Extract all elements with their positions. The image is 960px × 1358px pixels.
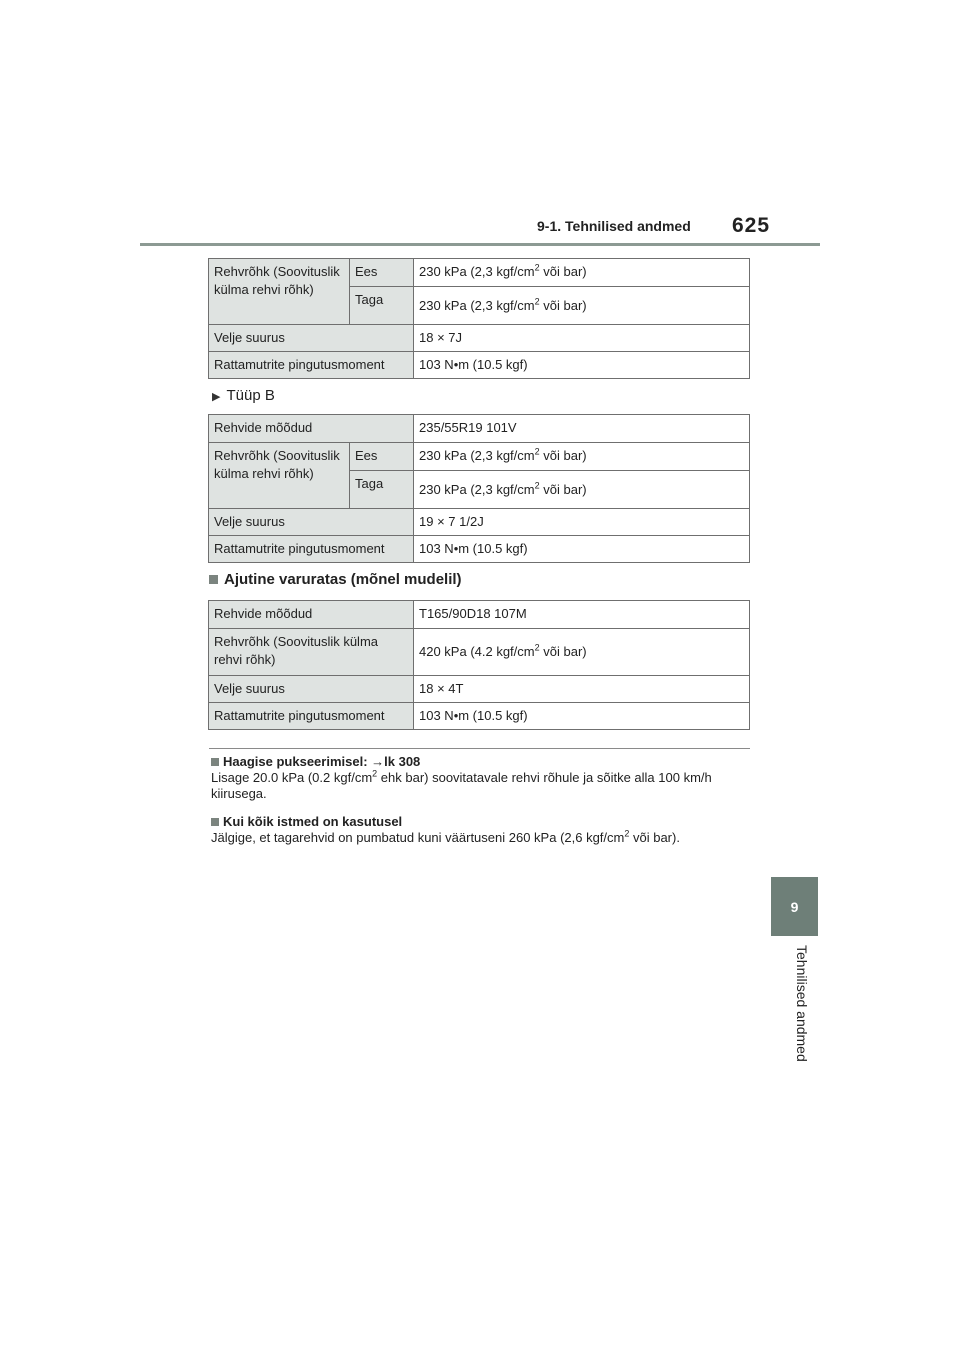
chapter-tab-label: Tehnilised andmed bbox=[794, 945, 810, 1062]
triangle-bullet-icon: ▶ bbox=[212, 391, 221, 403]
note-title: Kui kõik istmed on kasutusel bbox=[211, 814, 751, 830]
table-key: Rattamutrite pingutusmoment bbox=[209, 536, 414, 563]
square-bullet-icon bbox=[211, 758, 219, 766]
table-key: Rehvide mõõdud bbox=[209, 415, 414, 443]
spec-table-spare bbox=[208, 600, 750, 730]
spec-table-b bbox=[208, 414, 750, 563]
table-key: Rehvrõhk (Soovituslik külma rehvi rõhk) bbox=[209, 629, 414, 676]
note-towing bbox=[211, 754, 751, 802]
note-all-seats bbox=[211, 814, 751, 846]
table-key: Rattamutrite pingutusmoment bbox=[209, 703, 414, 730]
page-number: 625 bbox=[732, 214, 771, 237]
table-value: 19 × 7 1/2J bbox=[414, 509, 750, 536]
notes-divider bbox=[209, 748, 750, 749]
section-heading-spare: Ajutine varuratas (mõnel mudelil) bbox=[209, 571, 462, 588]
table-row bbox=[209, 443, 750, 471]
table-key: Rehvrõhk (Soovituslik külma rehvi rõhk) bbox=[209, 443, 350, 509]
note-body: Jälgige, et tagarehvid on pumbatud kuni väärtuseni 260 kPa (2,6 kgf/$cm^2$ või bar). bbox=[211, 828, 680, 845]
table-row bbox=[209, 259, 750, 287]
table-row bbox=[209, 509, 750, 536]
table-value: 103 N•m (10.5 kgf) bbox=[414, 536, 750, 563]
table-row bbox=[209, 325, 750, 352]
header-rule bbox=[140, 243, 820, 246]
table-value: 230 kPa (2,3 kgf/$cm^2$ või bar) bbox=[414, 443, 750, 471]
table-row bbox=[209, 629, 750, 676]
table-key: Rattamutrite pingutusmoment bbox=[209, 352, 414, 379]
table-value: 103 N•m (10.5 kgf) bbox=[414, 352, 750, 379]
table-row bbox=[209, 676, 750, 703]
table-key: Rehvide mõõdud bbox=[209, 601, 414, 629]
table-subkey: Ees bbox=[350, 443, 414, 471]
table-row bbox=[209, 352, 750, 379]
table-key: Velje suurus bbox=[209, 509, 414, 536]
table-value: 230 kPa (2,3 kgf/$cm^2$ või bar) bbox=[414, 471, 750, 509]
page-reference-link[interactable]: lk 308 bbox=[384, 754, 421, 769]
table-value: T165/90D18 107M bbox=[414, 601, 750, 629]
square-bullet-icon bbox=[209, 575, 218, 584]
table-value: 420 kPa (4.2 kgf/$cm^2$ või bar) bbox=[414, 629, 750, 676]
note-body: Lisage 20.0 kPa (0.2 kgf/$cm^2$ ehk bar) soovitatavale rehvi rõhule ja sõitke alla 100 km/h kiirusega. bbox=[211, 768, 712, 801]
table-key: Velje suurus bbox=[209, 325, 414, 352]
square-bullet-icon bbox=[211, 818, 219, 826]
table-subkey: Taga bbox=[350, 287, 414, 325]
table-row bbox=[209, 601, 750, 629]
table-value: 230 kPa (2,3 kgf/$cm^2$ või bar) bbox=[414, 287, 750, 325]
spec-table-a bbox=[208, 258, 750, 379]
table-key: Rehvrõhk (Soovituslik külma rehvi rõhk) bbox=[209, 259, 350, 325]
table-value: 230 kPa (2,3 kgf/$cm^2$ või bar) bbox=[414, 259, 750, 287]
chapter-tab: 9 bbox=[771, 877, 818, 936]
section-title: 9-1. Tehnilised andmed bbox=[537, 218, 691, 234]
table-value: 103 N•m (10.5 kgf) bbox=[414, 703, 750, 730]
table-subkey: Ees bbox=[350, 259, 414, 287]
table-subkey: Taga bbox=[350, 471, 414, 509]
table-row bbox=[209, 415, 750, 443]
table-key: Velje suurus bbox=[209, 676, 414, 703]
table-value: 18 × 4T bbox=[414, 676, 750, 703]
note-title: Haagise pukseerimisel: →lk 308 bbox=[211, 754, 751, 770]
table-value: 235/55R19 101V bbox=[414, 415, 750, 443]
arrow-icon: → bbox=[371, 754, 385, 769]
table-row bbox=[209, 536, 750, 563]
subheading-type-b: ▶ Tüüp B bbox=[212, 387, 275, 404]
table-row bbox=[209, 703, 750, 730]
table-value: 18 × 7J bbox=[414, 325, 750, 352]
